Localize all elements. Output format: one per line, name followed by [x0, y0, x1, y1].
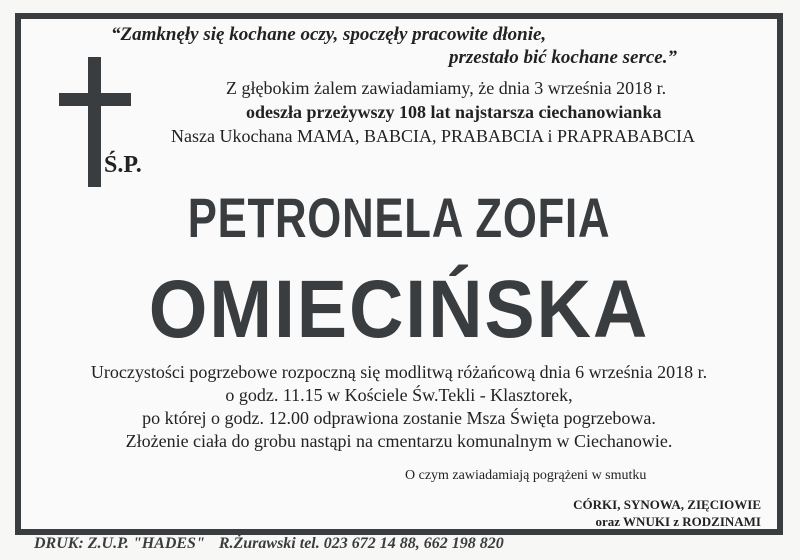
deceased-first-names: PETRONELA ZOFIA	[187, 186, 611, 249]
ceremony-line-1: Uroczystości pogrzebowe rozpoczną się modlitwą różańcową dnia 6 września 2018 r.	[90, 362, 708, 382]
printer-credit	[34, 535, 504, 553]
deceased-surname: OMIECIŃSKA	[148, 264, 650, 355]
mourners-intro: O czym zawiadamiają pogrążeni w smutku	[405, 468, 647, 483]
ceremony-line-2: o godz. 11.15 w Kościele Św.Tekli - Klasztorek,	[225, 385, 573, 405]
ceremony-line-3: po której o godz. 12.00 odprawiona zostanie Msza Święta pogrzebowa.	[142, 408, 656, 428]
mourners-line-2: oraz WNUKI z RODZINAMI	[595, 514, 761, 529]
printer-details: R.Żurawski tel. 023 672 14 88, 662 198 820	[218, 535, 504, 552]
announcement-line-3: Nasza Ukochana MAMA, BABCIA, PRABABCIA i PRAPRABABCIA	[171, 126, 696, 146]
quote-line-2: przestało bić kochane serce.”	[449, 47, 677, 68]
quote-line-1: “Zamknęły się kochane oczy, spoczęły pracowite dłonie,	[111, 24, 547, 45]
mourners-line-1: CÓRKI, SYNOWA, ZIĘCIOWIE	[573, 497, 761, 512]
obituary-frame	[15, 13, 783, 535]
announcement-line-1: Z głębokim żalem zawiadamiamy, że dnia 3 września 2018 r.	[226, 78, 667, 98]
memorial-quote	[111, 23, 681, 69]
cross-vertical-bar	[88, 57, 101, 187]
printer-label: DRUK: Z.U.P. "HADES"	[34, 535, 205, 552]
ceremony-details	[21, 361, 777, 453]
title-abbreviation: Ś.P.	[104, 152, 142, 178]
obituary-content	[21, 19, 777, 529]
announcement-line-2: odeszła przeżywszy 108 lat najstarsza ciechanowianka	[246, 102, 662, 122]
mourners-list	[501, 496, 761, 530]
cross-horizontal-bar	[59, 93, 131, 106]
ceremony-line-4: Złożenie ciała do grobu nastąpi na cmentarzu komunalnym w Ciechanowie.	[125, 431, 673, 451]
